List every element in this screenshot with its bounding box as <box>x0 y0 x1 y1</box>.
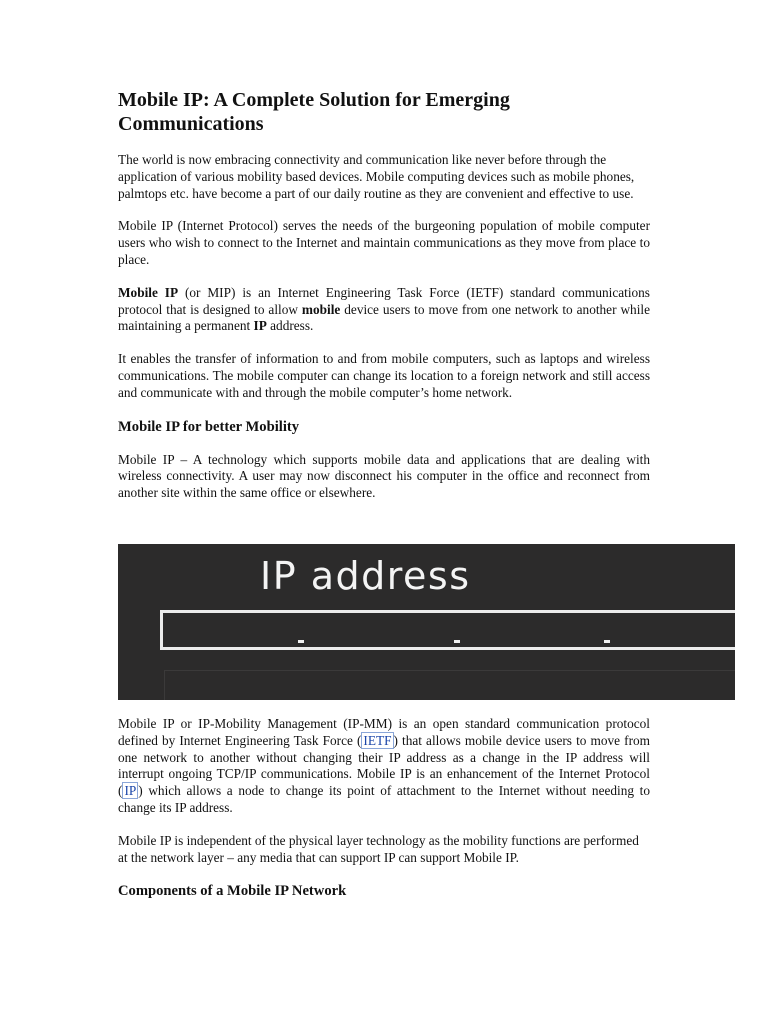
bold-term-mobile-ip: Mobile IP <box>118 284 179 300</box>
internet-protocol-paragraph: Mobile IP (Internet Protocol) serves the needs of the burgeoning population of mobile computer users who wish to connect to the Internet and maintain communications as they move from place to place. <box>118 218 650 267</box>
technology-paragraph: Mobile IP – A technology which supports mobile data and applications that are dealing with wireless connectivity. A user may now disconnect his computer in the office and reconnect from another site within the same office or elsewhere. <box>118 451 650 501</box>
text-run: (or MIP) is an Internet Engineering Task Force (IETF) standard communications protocol that is designed to allow <box>118 284 650 317</box>
ip-dot-separator <box>604 640 610 643</box>
ip-mm-paragraph <box>118 716 650 817</box>
ip-address-field-shadow <box>164 670 735 700</box>
section-heading-mobility: Mobile IP for better Mobility <box>118 418 300 435</box>
bold-term-ip: IP <box>253 318 267 334</box>
mip-definition-paragraph <box>118 285 650 335</box>
ip-dot-separator <box>454 640 460 643</box>
document-body-continued <box>118 716 650 900</box>
bold-term-mobile: mobile <box>301 301 341 317</box>
page-title: Mobile IP: A Complete Solution for Emerging Communications <box>118 89 510 135</box>
transfer-paragraph: It enables the transfer of information to and from mobile computers, such as laptops and wireless communications. The mobile computer can change its location to a foreign network and still access and communicate with and through the mobile computer’s home network. <box>118 351 650 400</box>
document-body <box>118 88 650 518</box>
physical-layer-paragraph: Mobile IP is independent of the physical layer technology as the mobility functions are performed at the network layer – any media that can support IP can support Mobile IP. <box>118 832 639 865</box>
intro-paragraph: The world is now embracing connectivity and communication like never before through the application of various mobility based devices. Mobile computing devices such as mobile phones, palmtops etc. have become a part of our daily routine as they are convenient and effective to use. <box>118 152 635 201</box>
text-run: ) that allows mobile device users to move from one network to another without changing their IP address as a change in the IP address will interrupt ongoing TCP/IP communications. Mobile IP is an enhancement of the Internet Protocol ( <box>118 732 650 799</box>
ip-address-image <box>118 544 735 700</box>
text-run: Mobile IP or IP-Mobility Management (IP-MM) is an open standard communication protocol defined by Internet Engineering Task Force ( <box>118 716 650 748</box>
ip-dot-separator <box>298 640 304 643</box>
text-run: ) which allows a node to change its point of attachment to the Internet without needing to change its IP address. <box>118 783 650 815</box>
ip-address-field-outline <box>160 610 735 650</box>
text-run: address. <box>266 318 314 334</box>
ip-link[interactable]: IP <box>124 783 137 799</box>
text-run: device users to move from one network to another while maintaining a permanent <box>118 301 650 334</box>
section-heading-components: Components of a Mobile IP Network <box>118 883 347 900</box>
ietf-link[interactable]: IETF <box>363 732 392 748</box>
ip-address-image-title: IP address <box>260 554 471 598</box>
